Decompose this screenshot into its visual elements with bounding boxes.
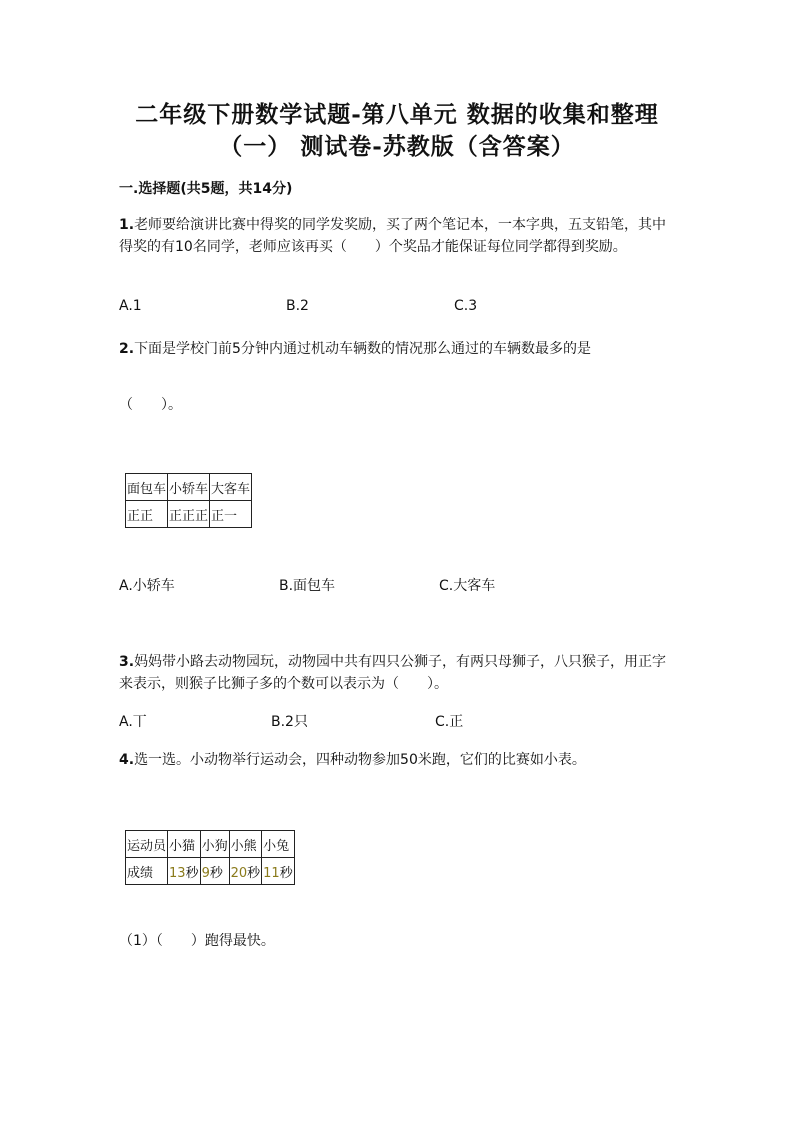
question-3-option-c[interactable]: C.正 <box>435 714 464 730</box>
question-2-blank: （ ）。 <box>119 397 182 413</box>
question-2-option-b[interactable]: B.面包车 <box>279 578 336 594</box>
table-row <box>126 858 295 885</box>
score-number: 20 <box>230 865 248 881</box>
table-cell: 正一 <box>210 501 252 528</box>
question-4-number: 4. <box>119 752 135 768</box>
question-2-option-c[interactable]: C.大客车 <box>439 578 496 594</box>
score-unit: 秒 <box>279 865 293 881</box>
question-1-option-b[interactable]: B.2 <box>286 298 309 314</box>
question-1-text: 老师要给演讲比赛中得奖的同学发奖励，买了两个笔记本，一本字典，五支铅笔，其中得奖的有10名同学，老师应该再买（ ）个奖品才能保证每位同学都得到奖励。 <box>119 217 667 255</box>
question-2-option-a[interactable]: A.小轿车 <box>119 578 175 594</box>
question-3-number: 3. <box>119 654 135 670</box>
table-cell: 成绩 <box>126 858 168 885</box>
question-1-option-c[interactable]: C.3 <box>454 298 478 314</box>
table-header-cell: 运动员 <box>126 831 168 858</box>
table-row <box>126 501 252 528</box>
table-cell: 正正 <box>126 501 168 528</box>
question-2 <box>119 338 679 360</box>
table-header-cell: 大客车 <box>210 474 252 501</box>
question-3-option-b[interactable]: B.2只 <box>271 714 308 730</box>
page-title-line-1: 二年级下册数学试题-第八单元 数据的收集和整理 <box>135 101 659 128</box>
score-number: 11 <box>263 865 280 881</box>
question-4-sub-1: （1）（ ）跑得最快。 <box>119 933 275 949</box>
score-number: 13 <box>169 865 186 881</box>
question-1-option-a[interactable]: A.1 <box>119 298 142 314</box>
question-3 <box>119 651 679 695</box>
score-unit: 秒 <box>185 865 199 881</box>
table-header-cell: 小兔 <box>262 831 295 858</box>
table-header-cell: 小狗 <box>200 831 229 858</box>
table-cell <box>262 858 295 885</box>
question-1-number: 1. <box>119 217 135 233</box>
table-cell <box>229 858 262 885</box>
question-4 <box>119 749 679 771</box>
question-2-text: 下面是学校门前5分钟内通过机动车辆数的情况那么通过的车辆数最多的是 <box>134 341 591 357</box>
table-header-cell: 小轿车 <box>168 474 210 501</box>
page-title-line-2: （一） 测试卷-苏教版（含答案） <box>219 133 575 160</box>
table-cell: 正正正 <box>168 501 210 528</box>
question-4-text: 选一选。小动物举行运动会，四种动物参加50米跑，它们的比赛如小表。 <box>134 752 586 768</box>
table-row <box>126 831 295 858</box>
question-1 <box>119 214 679 258</box>
race-results-table <box>125 830 295 885</box>
score-unit: 秒 <box>247 865 261 881</box>
table-cell <box>200 858 229 885</box>
table-header-cell: 小熊 <box>229 831 262 858</box>
vehicle-count-table <box>125 473 252 528</box>
question-3-text: 妈妈带小路去动物园玩，动物园中共有四只公狮子，有两只母狮子，八只猴子，用正字来表示，则猴子比狮子多的个数可以表示为（ ）。 <box>119 654 667 692</box>
question-3-option-a[interactable]: A.丅 <box>119 714 147 730</box>
table-cell <box>168 858 201 885</box>
table-header-cell: 面包车 <box>126 474 168 501</box>
score-unit: 秒 <box>209 865 223 881</box>
question-2-number: 2. <box>119 341 135 357</box>
score-number: 9 <box>201 865 210 881</box>
table-row <box>126 474 252 501</box>
table-header-cell: 小猫 <box>168 831 201 858</box>
section-heading: 一.选择题(共5题，共14分) <box>119 181 293 197</box>
